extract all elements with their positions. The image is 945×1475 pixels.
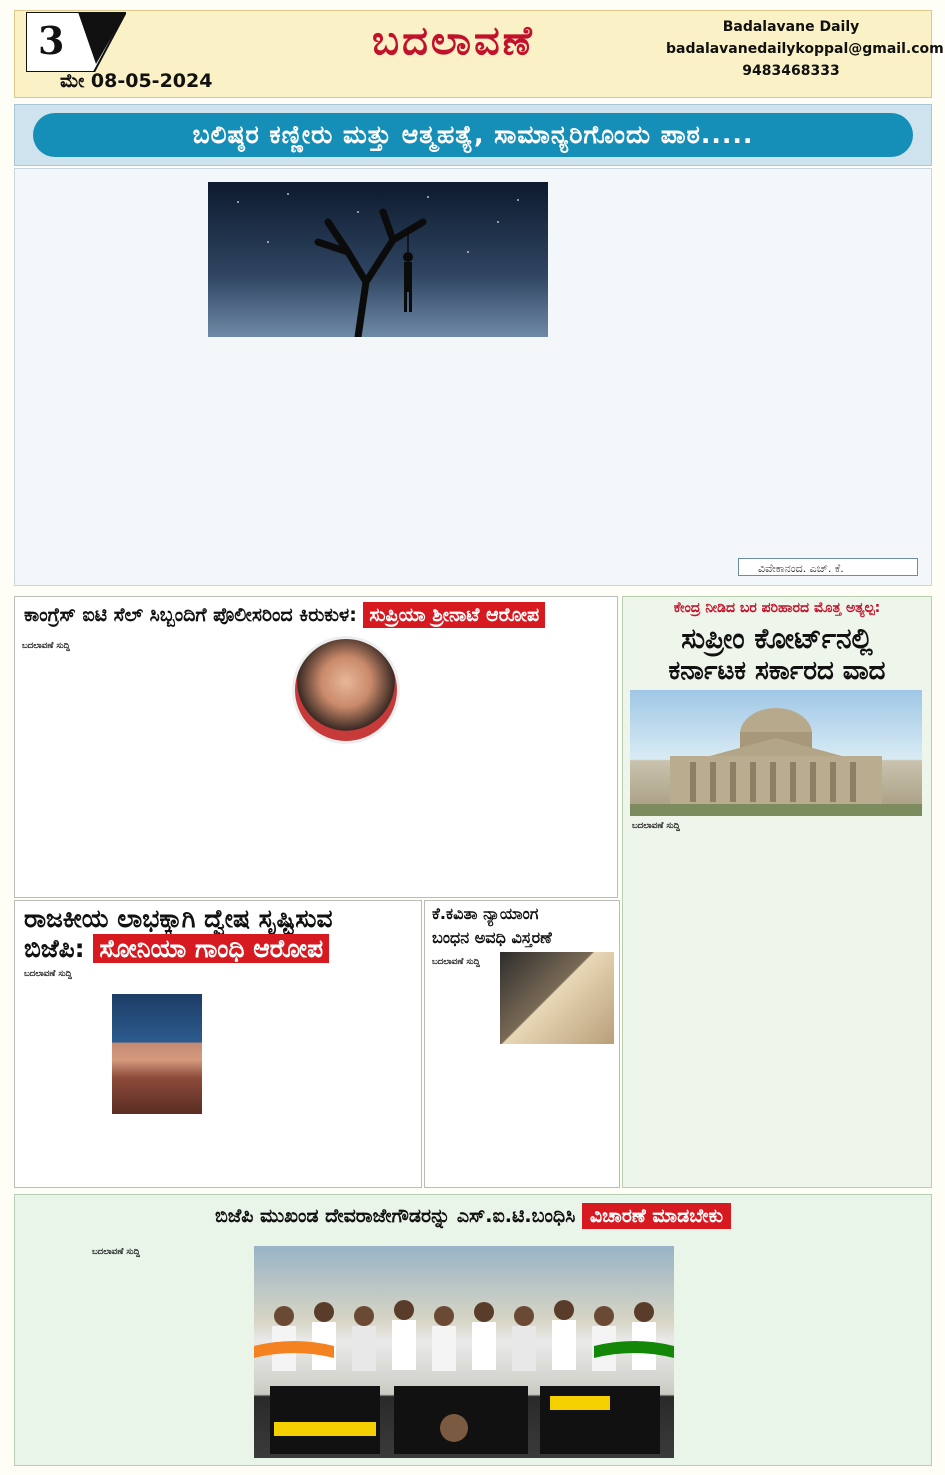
it-cell-headline-highlight: ಸುಪ್ರಿಯಾ ಶ್ರೀನಾಟೆ ಆರೋಪ — [363, 602, 545, 628]
supreme-court-building-icon — [630, 690, 922, 816]
supreme-court-title-line1[interactable]: ಸುಪ್ರೀಂ ಕೋರ್ಟ್‌ನಲ್ಲಿ — [681, 622, 873, 655]
it-cell-headline[interactable] — [14, 598, 618, 632]
bottom-headline-plain: ಬಿಜೆಪಿ ಮುಖಂಡ ದೇವರಾಜೇಗೌಡರನ್ನು ಎಸ್.ಐ.ಟಿ.ಬಂಧಿಸಿ — [214, 1205, 582, 1227]
lead-column-1 — [26, 180, 202, 580]
sonia-byline: ಬದಲಾವಣೆ ಸುದ್ದಿ — [24, 969, 72, 979]
issue-date: ಮೇ 08-05-2024 — [60, 70, 213, 92]
bottom-headline-highlight: ವಿಚಾರಣೆ ಮಾಡಬೇಕು — [582, 1203, 731, 1229]
lead-headline[interactable]: ಬಲಿಷ್ಠರ ಕಣ್ಣೀರು ಮತ್ತು ಆತ್ಮಹತ್ಯೆ, ಸಾಮಾನ್ಯರಿಗೊಂದು ಪಾಠ..... — [33, 113, 913, 157]
phone: 9483468333 — [742, 63, 840, 79]
lead-headline-banner — [14, 104, 932, 166]
kavitha-byline: ಬದಲಾವಣೆ ಸುದ್ದಿ — [432, 957, 480, 967]
supriya-portrait — [292, 636, 400, 744]
lead-column-4 — [740, 180, 926, 550]
masthead-contact — [666, 16, 944, 82]
sonia-title-highlight: ಸೋನಿಯಾ ಗಾಂಧಿ ಆರೋಪ — [93, 934, 329, 963]
lead-column-3 — [556, 180, 732, 580]
kavitha-title-line1[interactable]: ಕೆ.ಕವಿತಾ ನ್ಯಾಯಾಂಗ — [432, 904, 539, 923]
lead-author: ವಿವೇಕಾನಂದ. ಎಚ್. ಕೆ. — [758, 562, 844, 575]
protest-photo — [254, 1246, 674, 1458]
sonia-title-line2[interactable] — [24, 934, 329, 964]
lead-photo-illustration — [208, 182, 548, 337]
page-number: 3 — [38, 18, 65, 63]
supreme-court-title-line2[interactable]: ಕರ್ನಾಟಕ ಸರ್ಕಾರದ ವಾದ — [668, 656, 886, 686]
sonia-title-line1[interactable]: ರಾಜಕೀಯ ಲಾಭಕ್ಕಾಗಿ ದ್ವೇಷ ಸೃಷ್ಟಿಸುವ — [24, 904, 333, 933]
bottom-story-headline[interactable] — [14, 1198, 932, 1234]
kavitha-photo — [500, 952, 614, 1044]
bottom-byline: ಬದಲಾವಣೆ ಸುದ್ದಿ — [92, 1247, 140, 1257]
email[interactable]: badalavanedailykoppal@gmail.com — [666, 41, 944, 57]
sonia-title-plain: ಬಿಜೆಪಿ: — [24, 934, 94, 963]
lead-photo — [208, 182, 548, 337]
kavitha-title-line2[interactable]: ಬಂಧನ ಅವಧಿ ವಿಸ್ತರಣೆ — [432, 928, 552, 947]
lead-column-2 — [208, 340, 548, 580]
supreme-court-kicker: ಕೇಂದ್ರ ನೀಡಿದ ಬರ ಪರಿಹಾರದ ಮೊತ್ತ ಅತ್ಯಲ್ಪ: — [673, 600, 881, 616]
page-number-badge — [26, 12, 116, 74]
sonia-photo — [112, 994, 202, 1114]
supreme-court-photo — [630, 690, 922, 816]
it-cell-byline: ಬದಲಾವಣೆ ಸುದ್ದಿ — [22, 641, 70, 651]
protest-crowd-illustration — [254, 1246, 674, 1458]
paper-title: ಬದಲಾವಣೆ — [372, 18, 535, 64]
it-cell-headline-plain: ಕಾಂಗ್ರೆಸ್ ಐಟಿ ಸೆಲ್ ಸಿಬ್ಬಂದಿಗೆ ಪೊಲೀಸರಿಂದ ಕಿರುಕುಳ: — [24, 604, 364, 626]
supreme-court-byline: ಬದಲಾವಣೆ ಸುದ್ದಿ — [632, 821, 680, 831]
english-name: Badalavane Daily — [722, 19, 860, 35]
